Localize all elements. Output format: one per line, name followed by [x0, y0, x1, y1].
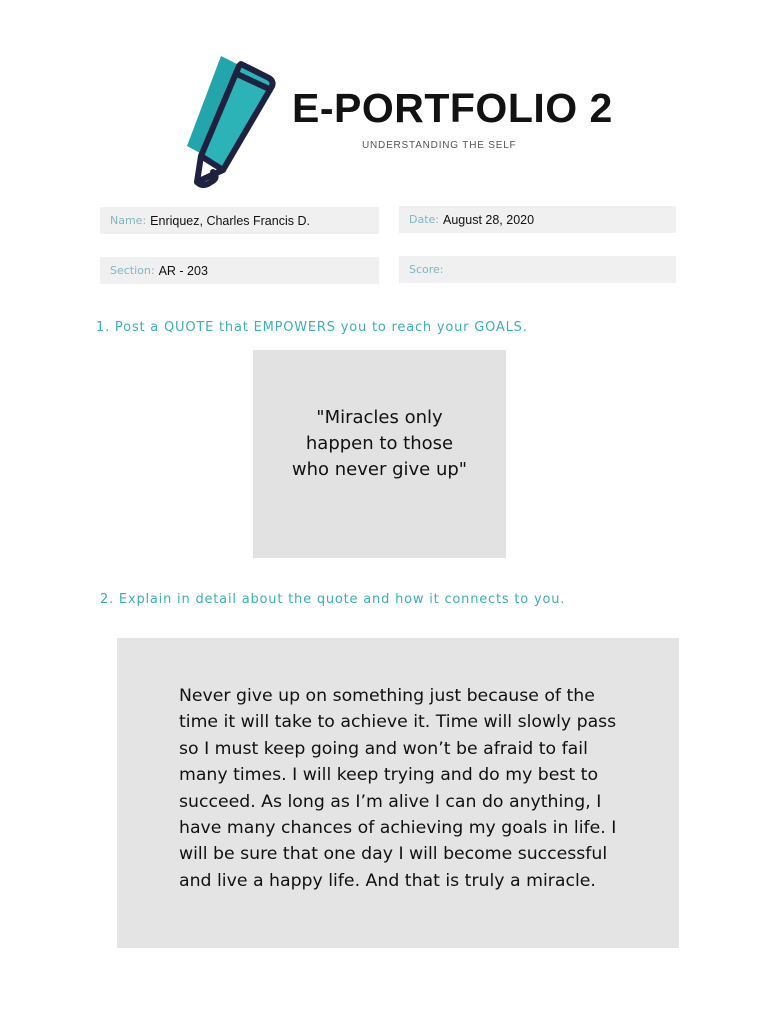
date-label: Date: [409, 213, 439, 226]
name-field [100, 207, 379, 234]
score-label: Score: [409, 263, 444, 276]
page-subtitle: UNDERSTANDING THE SELF [362, 140, 517, 151]
question-2-prompt: 2. Explain in detail about the quote and how it connects to you. [100, 592, 566, 607]
explanation-box [117, 638, 679, 948]
page-title: E-PORTFOLIO 2 [292, 85, 613, 131]
date-value: August 28, 2020 [443, 212, 535, 227]
score-field [399, 256, 676, 283]
name-label: Name: [110, 214, 147, 227]
date-field [399, 206, 676, 233]
section-value: AR - 203 [158, 263, 208, 278]
quote-box [253, 350, 506, 558]
question-1-prompt: 1. Post a QUOTE that EMPOWERS you to reach your GOALS. [96, 320, 528, 335]
section-label: Section: [110, 264, 155, 277]
pencil-icon [183, 54, 283, 188]
section-field [100, 257, 379, 284]
explanation-text: Never give up on something just because of the time it will take to achieve it. Time will slowly pass so I must keep going and won’t be afraid to fail many times. I will keep trying and do my best to succeed. As long as I’m alive I can do anything, I have many chances of achieving my goals in life. I will be sure that one day I will become successful and live a happy life. And that is truly a miracle. [179, 686, 617, 891]
name-value: Enriquez, Charles Francis D. [150, 213, 310, 228]
quote-text: "Miracles only happen to those who never give up" [291, 407, 468, 480]
